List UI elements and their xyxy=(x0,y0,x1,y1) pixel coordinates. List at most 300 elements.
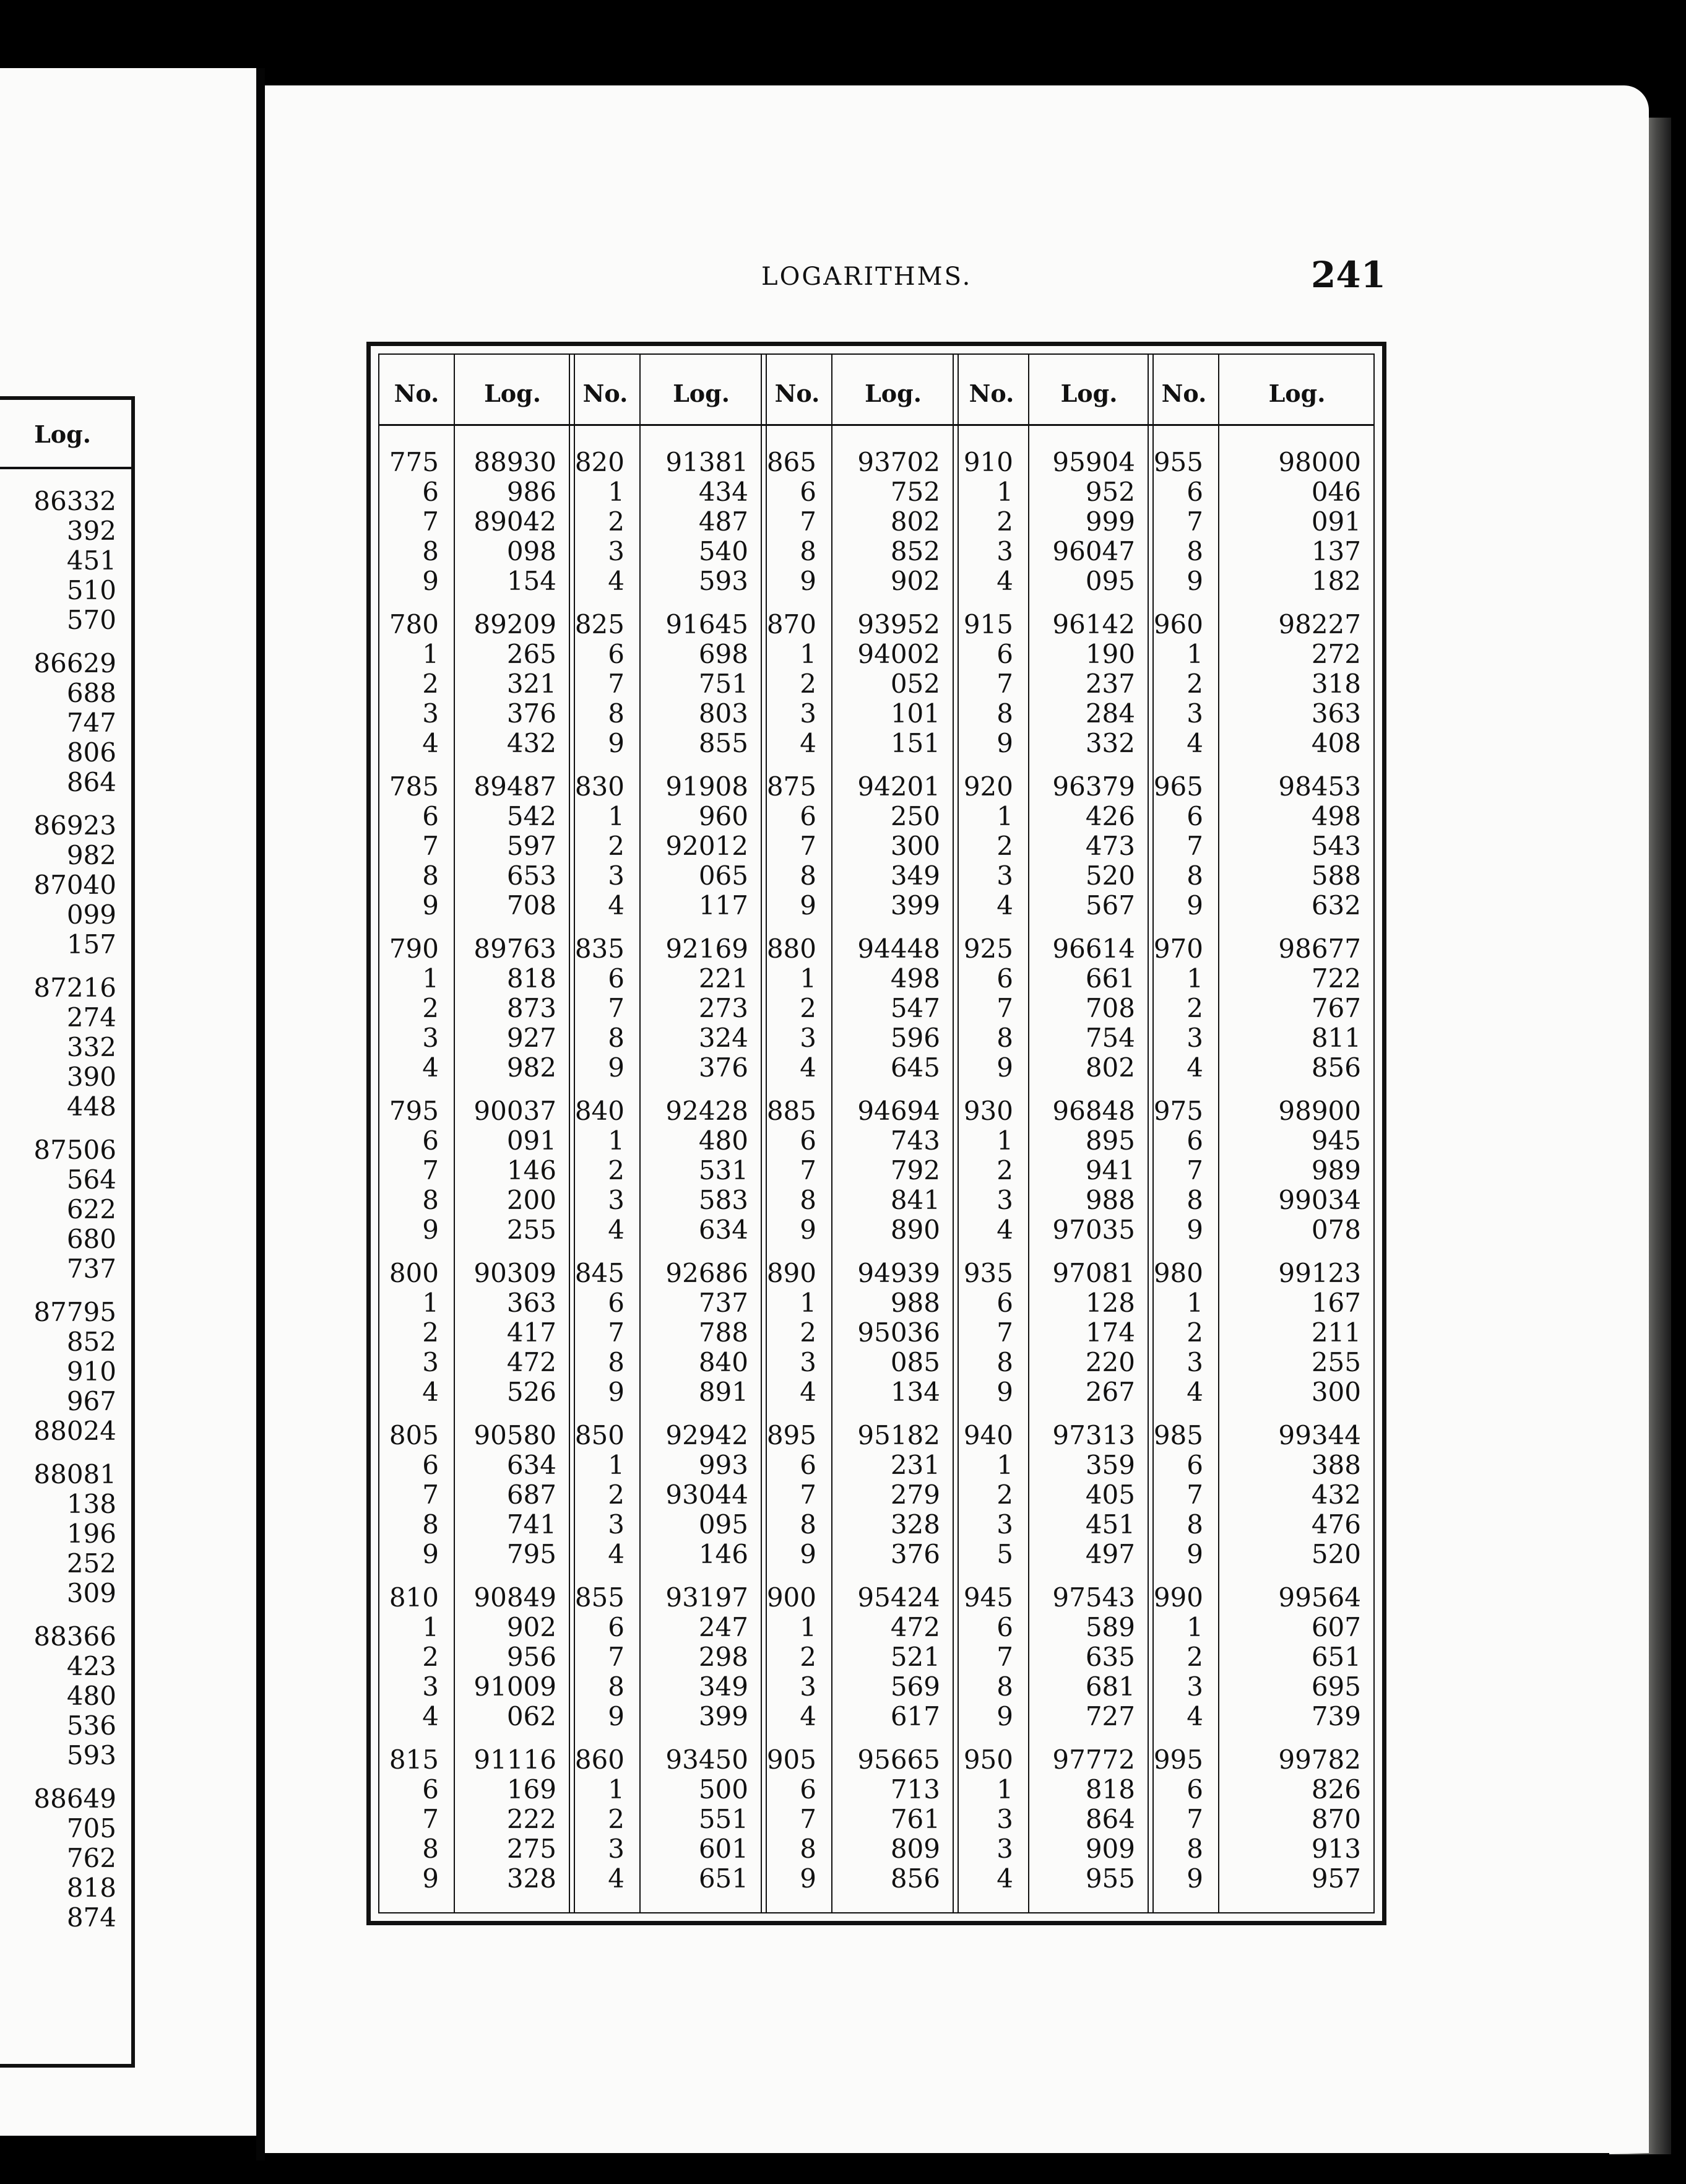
table-log-value: 151 xyxy=(890,728,940,758)
table-log-value: 818 xyxy=(1085,1774,1135,1805)
table-number: 7 xyxy=(422,1480,439,1510)
column-header: Log. xyxy=(1060,379,1118,407)
table-number: 2 xyxy=(422,993,439,1023)
left-log-value: 480 xyxy=(66,1681,116,1711)
table-log-value: 349 xyxy=(890,860,940,891)
table-number: 2 xyxy=(800,1642,816,1672)
table-log-value: 498 xyxy=(1311,801,1361,831)
table-log-value: 596 xyxy=(890,1023,940,1053)
table-number: 8 xyxy=(608,698,625,729)
column-rule xyxy=(454,355,455,1912)
table-log-value: 751 xyxy=(698,669,748,699)
left-log-value: 86629 xyxy=(33,648,116,678)
table-log-value: 551 xyxy=(698,1804,748,1834)
table-number: 1 xyxy=(800,1612,816,1642)
table-log-value: 941 xyxy=(1085,1155,1135,1185)
table-log-value: 95036 xyxy=(857,1317,940,1348)
table-number: 7 xyxy=(800,1480,816,1510)
table-log-value: 098 xyxy=(506,536,556,566)
column-header: No. xyxy=(774,379,820,407)
table-log-value: 788 xyxy=(698,1317,748,1348)
table-log-value: 698 xyxy=(698,639,748,669)
table-number: 4 xyxy=(422,1701,439,1731)
table-number: 940 xyxy=(963,1420,1013,1450)
table-number: 4 xyxy=(1187,1701,1203,1731)
table-number: 4 xyxy=(996,1863,1013,1894)
table-log-value: 93197 xyxy=(665,1582,748,1613)
table-number: 8 xyxy=(996,1347,1013,1377)
table-log-value: 92942 xyxy=(665,1420,748,1450)
table-number: 6 xyxy=(422,477,439,507)
table-number: 3 xyxy=(608,1834,625,1864)
left-log-value: 688 xyxy=(66,678,116,708)
logarithm-table xyxy=(366,342,1386,1925)
table-number: 6 xyxy=(608,639,625,669)
table-log-value: 93702 xyxy=(857,447,940,477)
table-log-value: 520 xyxy=(1311,1539,1361,1569)
table-number: 8 xyxy=(1187,1185,1203,1215)
table-number: 7 xyxy=(608,993,625,1023)
table-log-value: 873 xyxy=(506,993,556,1023)
table-log-value: 451 xyxy=(1085,1509,1135,1540)
table-log-value: 90580 xyxy=(473,1420,556,1450)
table-log-value: 957 xyxy=(1311,1863,1361,1894)
table-number: 9 xyxy=(996,1377,1013,1407)
left-log-value: 864 xyxy=(66,767,116,797)
table-number: 2 xyxy=(422,1317,439,1348)
table-number: 3 xyxy=(608,1509,625,1540)
table-number: 7 xyxy=(1187,1804,1203,1834)
table-log-value: 547 xyxy=(890,993,940,1023)
column-rule xyxy=(1028,355,1029,1912)
left-table-header: Log. xyxy=(0,400,131,469)
table-log-value: 98453 xyxy=(1278,771,1361,802)
table-log-value: 635 xyxy=(1085,1642,1135,1672)
table-log-value: 388 xyxy=(1311,1450,1361,1480)
left-log-value: 87795 xyxy=(33,1297,116,1327)
table-number: 8 xyxy=(996,1023,1013,1053)
table-log-value: 96614 xyxy=(1052,934,1135,964)
table-log-value: 761 xyxy=(890,1804,940,1834)
table-log-value: 98677 xyxy=(1278,934,1361,964)
table-log-value: 803 xyxy=(698,698,748,729)
left-log-value: 392 xyxy=(66,516,116,546)
table-log-value: 739 xyxy=(1311,1701,1361,1731)
column-header: No. xyxy=(1161,379,1207,407)
table-number: 8 xyxy=(800,1509,816,1540)
table-log-value: 856 xyxy=(890,1863,940,1894)
table-log-value: 864 xyxy=(1085,1804,1135,1834)
left-log-value: 88081 xyxy=(33,1459,116,1489)
column-header: Log. xyxy=(1268,379,1326,407)
table-number: 3 xyxy=(1187,1347,1203,1377)
table-number: 990 xyxy=(1153,1582,1203,1613)
table-log-value: 727 xyxy=(1085,1701,1135,1731)
table-log-value: 593 xyxy=(698,566,748,596)
table-number: 955 xyxy=(1153,447,1203,477)
table-log-value: 952 xyxy=(1085,477,1135,507)
table-log-value: 597 xyxy=(506,831,556,861)
table-number: 6 xyxy=(1187,477,1203,507)
table-log-value: 855 xyxy=(698,728,748,758)
table-number: 8 xyxy=(608,1671,625,1702)
table-log-value: 267 xyxy=(1085,1377,1135,1407)
table-log-value: 601 xyxy=(698,1834,748,1864)
table-number: 3 xyxy=(800,1347,816,1377)
left-log-value: 87216 xyxy=(33,973,116,1003)
table-log-value: 634 xyxy=(506,1450,556,1480)
table-log-value: 607 xyxy=(1311,1612,1361,1642)
table-log-value: 101 xyxy=(890,698,940,729)
table-number: 790 xyxy=(389,934,439,964)
table-number: 1 xyxy=(422,1288,439,1318)
table-log-value: 955 xyxy=(1085,1863,1135,1894)
table-log-value: 521 xyxy=(890,1642,940,1672)
table-number: 6 xyxy=(608,1288,625,1318)
table-log-value: 856 xyxy=(1311,1052,1361,1083)
table-log-value: 913 xyxy=(1311,1834,1361,1864)
left-log-value: 448 xyxy=(66,1091,116,1122)
table-number: 6 xyxy=(996,639,1013,669)
table-log-value: 255 xyxy=(506,1215,556,1245)
table-log-value: 137 xyxy=(1311,536,1361,566)
table-log-value: 328 xyxy=(890,1509,940,1540)
table-log-value: 95904 xyxy=(1052,447,1135,477)
table-number: 4 xyxy=(1187,1052,1203,1083)
table-log-value: 97081 xyxy=(1052,1258,1135,1288)
table-number: 1 xyxy=(608,801,625,831)
table-number: 9 xyxy=(800,1215,816,1245)
left-log-value: 982 xyxy=(66,840,116,870)
table-log-value: 399 xyxy=(890,890,940,921)
table-log-value: 902 xyxy=(890,566,940,596)
running-head: LOGARITHMS. xyxy=(761,262,972,291)
table-log-value: 569 xyxy=(890,1671,940,1702)
table-number: 2 xyxy=(800,1317,816,1348)
table-number: 6 xyxy=(800,477,816,507)
table-number: 4 xyxy=(800,1052,816,1083)
table-number: 3 xyxy=(1187,1023,1203,1053)
table-number: 1 xyxy=(800,639,816,669)
table-number: 9 xyxy=(422,1539,439,1569)
table-number: 3 xyxy=(422,1023,439,1053)
table-log-value: 94448 xyxy=(857,934,940,964)
table-log-value: 870 xyxy=(1311,1804,1361,1834)
left-log-value: 564 xyxy=(66,1164,116,1195)
table-log-value: 90037 xyxy=(473,1096,556,1126)
table-log-value: 095 xyxy=(698,1509,748,1540)
table-number: 9 xyxy=(1187,566,1203,596)
left-log-value: 86923 xyxy=(33,810,116,841)
left-log-value: 747 xyxy=(66,708,116,738)
table-log-value: 134 xyxy=(890,1377,940,1407)
column-header: No. xyxy=(969,379,1014,407)
left-log-value: 451 xyxy=(66,545,116,576)
table-log-value: 93952 xyxy=(857,609,940,639)
table-number: 2 xyxy=(608,1480,625,1510)
left-log-value: 252 xyxy=(66,1548,116,1579)
table-number: 3 xyxy=(608,1185,625,1215)
table-log-value: 767 xyxy=(1311,993,1361,1023)
table-number: 3 xyxy=(800,1671,816,1702)
table-number: 6 xyxy=(800,1450,816,1480)
left-log-value: 510 xyxy=(66,575,116,605)
table-number: 3 xyxy=(608,536,625,566)
table-number: 900 xyxy=(766,1582,816,1613)
table-number: 8 xyxy=(422,860,439,891)
table-number: 2 xyxy=(608,506,625,537)
table-log-value: 99034 xyxy=(1278,1185,1361,1215)
table-number: 9 xyxy=(608,1701,625,1731)
table-log-value: 841 xyxy=(890,1185,940,1215)
table-log-value: 909 xyxy=(1085,1834,1135,1864)
table-number: 4 xyxy=(608,1863,625,1894)
table-log-value: 91645 xyxy=(665,609,748,639)
table-number: 7 xyxy=(996,1642,1013,1672)
table-log-value: 265 xyxy=(506,639,556,669)
left-log-value: 88366 xyxy=(33,1621,116,1652)
table-log-value: 078 xyxy=(1311,1215,1361,1245)
table-number: 2 xyxy=(422,669,439,699)
column-header: No. xyxy=(582,379,628,407)
table-number: 7 xyxy=(608,669,625,699)
header-rule xyxy=(379,424,1373,426)
table-log-value: 98000 xyxy=(1278,447,1361,477)
table-log-value: 89042 xyxy=(473,506,556,537)
table-log-value: 211 xyxy=(1311,1317,1361,1348)
table-number: 7 xyxy=(1187,831,1203,861)
table-log-value: 363 xyxy=(506,1288,556,1318)
table-number: 1 xyxy=(422,639,439,669)
table-log-value: 359 xyxy=(1085,1450,1135,1480)
table-log-value: 97035 xyxy=(1052,1215,1135,1245)
table-log-value: 363 xyxy=(1311,698,1361,729)
table-log-value: 94694 xyxy=(857,1096,940,1126)
table-number: 1 xyxy=(608,1125,625,1156)
table-log-value: 95665 xyxy=(857,1744,940,1775)
table-number: 7 xyxy=(422,831,439,861)
table-number: 7 xyxy=(422,1804,439,1834)
table-number: 4 xyxy=(800,728,816,758)
table-number: 1 xyxy=(1187,639,1203,669)
table-number: 890 xyxy=(766,1258,816,1288)
table-log-value: 802 xyxy=(890,506,940,537)
table-log-value: 434 xyxy=(698,477,748,507)
table-log-value: 328 xyxy=(506,1863,556,1894)
table-log-value: 190 xyxy=(1085,639,1135,669)
table-log-value: 94201 xyxy=(857,771,940,802)
table-number: 6 xyxy=(1187,1450,1203,1480)
table-log-value: 222 xyxy=(506,1804,556,1834)
table-log-value: 99564 xyxy=(1278,1582,1361,1613)
table-number: 7 xyxy=(800,1804,816,1834)
left-log-value: 332 xyxy=(66,1032,116,1062)
table-log-value: 98227 xyxy=(1278,609,1361,639)
left-log-value: 536 xyxy=(66,1710,116,1741)
table-number: 8 xyxy=(800,1834,816,1864)
table-number: 9 xyxy=(608,728,625,758)
table-log-value: 891 xyxy=(698,1377,748,1407)
table-log-value: 520 xyxy=(1085,860,1135,891)
table-number: 820 xyxy=(574,447,625,477)
table-log-value: 91908 xyxy=(665,771,748,802)
table-number: 9 xyxy=(1187,890,1203,921)
table-number: 895 xyxy=(766,1420,816,1450)
table-log-value: 792 xyxy=(890,1155,940,1185)
table-log-value: 376 xyxy=(698,1052,748,1083)
table-log-value: 986 xyxy=(506,477,556,507)
table-log-value: 583 xyxy=(698,1185,748,1215)
table-number: 2 xyxy=(1187,1317,1203,1348)
table-log-value: 743 xyxy=(890,1125,940,1156)
left-log-table xyxy=(0,396,135,2068)
table-number: 7 xyxy=(422,1155,439,1185)
table-log-value: 272 xyxy=(1311,639,1361,669)
table-log-value: 255 xyxy=(1311,1347,1361,1377)
table-log-value: 052 xyxy=(890,669,940,699)
column-header: No. xyxy=(394,379,439,407)
table-log-value: 651 xyxy=(698,1863,748,1894)
table-number: 785 xyxy=(389,771,439,802)
table-number: 4 xyxy=(608,566,625,596)
left-log-value: 099 xyxy=(66,899,116,930)
table-number: 8 xyxy=(1187,860,1203,891)
table-number: 3 xyxy=(1187,1671,1203,1702)
table-number: 905 xyxy=(766,1744,816,1775)
left-log-value: 86332 xyxy=(33,486,116,516)
table-log-value: 300 xyxy=(890,831,940,861)
table-number: 865 xyxy=(766,447,816,477)
table-number: 6 xyxy=(1187,1125,1203,1156)
table-log-value: 332 xyxy=(1085,728,1135,758)
table-log-value: 695 xyxy=(1311,1671,1361,1702)
table-log-value: 095 xyxy=(1085,566,1135,596)
table-number: 915 xyxy=(963,609,1013,639)
table-log-value: 146 xyxy=(506,1155,556,1185)
table-log-value: 681 xyxy=(1085,1671,1135,1702)
table-number: 7 xyxy=(608,1317,625,1348)
table-number: 4 xyxy=(800,1377,816,1407)
left-log-value: 967 xyxy=(66,1386,116,1416)
table-log-value: 927 xyxy=(506,1023,556,1053)
table-log-value: 97543 xyxy=(1052,1582,1135,1613)
table-number: 8 xyxy=(1187,1834,1203,1864)
table-number: 4 xyxy=(996,566,1013,596)
table-log-value: 98900 xyxy=(1278,1096,1361,1126)
table-number: 850 xyxy=(574,1420,625,1450)
table-log-value: 426 xyxy=(1085,801,1135,831)
table-log-value: 275 xyxy=(506,1834,556,1864)
left-log-value: 737 xyxy=(66,1254,116,1284)
table-log-value: 99123 xyxy=(1278,1258,1361,1288)
table-number: 930 xyxy=(963,1096,1013,1126)
table-log-value: 653 xyxy=(506,860,556,891)
table-number: 9 xyxy=(800,566,816,596)
table-number: 2 xyxy=(996,1480,1013,1510)
table-log-value: 480 xyxy=(698,1125,748,1156)
table-number: 2 xyxy=(996,831,1013,861)
table-frame xyxy=(378,353,1375,1913)
table-number: 870 xyxy=(766,609,816,639)
table-number: 995 xyxy=(1153,1744,1203,1775)
table-number: 985 xyxy=(1153,1420,1203,1450)
table-number: 9 xyxy=(800,1539,816,1569)
table-log-value: 94002 xyxy=(857,639,940,669)
table-log-value: 840 xyxy=(698,1347,748,1377)
left-log-value: 818 xyxy=(66,1873,116,1903)
table-number: 5 xyxy=(996,1539,1013,1569)
table-log-value: 661 xyxy=(1085,963,1135,994)
table-log-value: 284 xyxy=(1085,698,1135,729)
table-number: 880 xyxy=(766,934,816,964)
table-log-value: 091 xyxy=(1311,506,1361,537)
table-number: 2 xyxy=(608,831,625,861)
table-log-value: 498 xyxy=(890,963,940,994)
left-log-value: 138 xyxy=(66,1489,116,1519)
table-log-value: 95182 xyxy=(857,1420,940,1450)
table-log-value: 90309 xyxy=(473,1258,556,1288)
table-number: 945 xyxy=(963,1582,1013,1613)
table-number: 1 xyxy=(1187,1612,1203,1642)
table-log-value: 96379 xyxy=(1052,771,1135,802)
table-log-value: 982 xyxy=(506,1052,556,1083)
table-log-value: 94939 xyxy=(857,1258,940,1288)
table-log-value: 754 xyxy=(1085,1023,1135,1053)
table-number: 6 xyxy=(800,1125,816,1156)
table-number: 2 xyxy=(1187,1642,1203,1672)
table-number: 6 xyxy=(422,1450,439,1480)
left-log-value: 88649 xyxy=(33,1783,116,1814)
table-log-value: 92012 xyxy=(665,831,748,861)
table-log-value: 97313 xyxy=(1052,1420,1135,1450)
table-number: 3 xyxy=(1187,698,1203,729)
table-log-value: 97772 xyxy=(1052,1744,1135,1775)
table-log-value: 169 xyxy=(506,1774,556,1805)
table-log-value: 405 xyxy=(1085,1480,1135,1510)
table-log-value: 497 xyxy=(1085,1539,1135,1569)
table-log-value: 250 xyxy=(890,801,940,831)
table-log-value: 811 xyxy=(1311,1023,1361,1053)
table-log-value: 417 xyxy=(506,1317,556,1348)
table-number: 6 xyxy=(608,1612,625,1642)
table-number: 2 xyxy=(800,993,816,1023)
table-log-value: 988 xyxy=(1085,1185,1135,1215)
table-number: 6 xyxy=(422,801,439,831)
table-number: 3 xyxy=(608,860,625,891)
table-log-value: 487 xyxy=(698,506,748,537)
table-log-value: 895 xyxy=(1085,1125,1135,1156)
table-number: 825 xyxy=(574,609,625,639)
table-log-value: 687 xyxy=(506,1480,556,1510)
table-number: 1 xyxy=(1187,1288,1203,1318)
table-number: 3 xyxy=(996,1185,1013,1215)
table-log-value: 182 xyxy=(1311,566,1361,596)
table-number: 855 xyxy=(574,1582,625,1613)
table-number: 1 xyxy=(800,1288,816,1318)
table-log-value: 90849 xyxy=(473,1582,556,1613)
table-number: 9 xyxy=(996,728,1013,758)
table-log-value: 713 xyxy=(890,1774,940,1805)
table-log-value: 708 xyxy=(1085,993,1135,1023)
table-log-value: 722 xyxy=(1311,963,1361,994)
left-log-value: 87040 xyxy=(33,870,116,900)
table-log-value: 93044 xyxy=(665,1480,748,1510)
table-log-value: 154 xyxy=(506,566,556,596)
table-number: 6 xyxy=(996,1612,1013,1642)
table-number: 9 xyxy=(996,1052,1013,1083)
table-number: 910 xyxy=(963,447,1013,477)
table-log-value: 737 xyxy=(698,1288,748,1318)
